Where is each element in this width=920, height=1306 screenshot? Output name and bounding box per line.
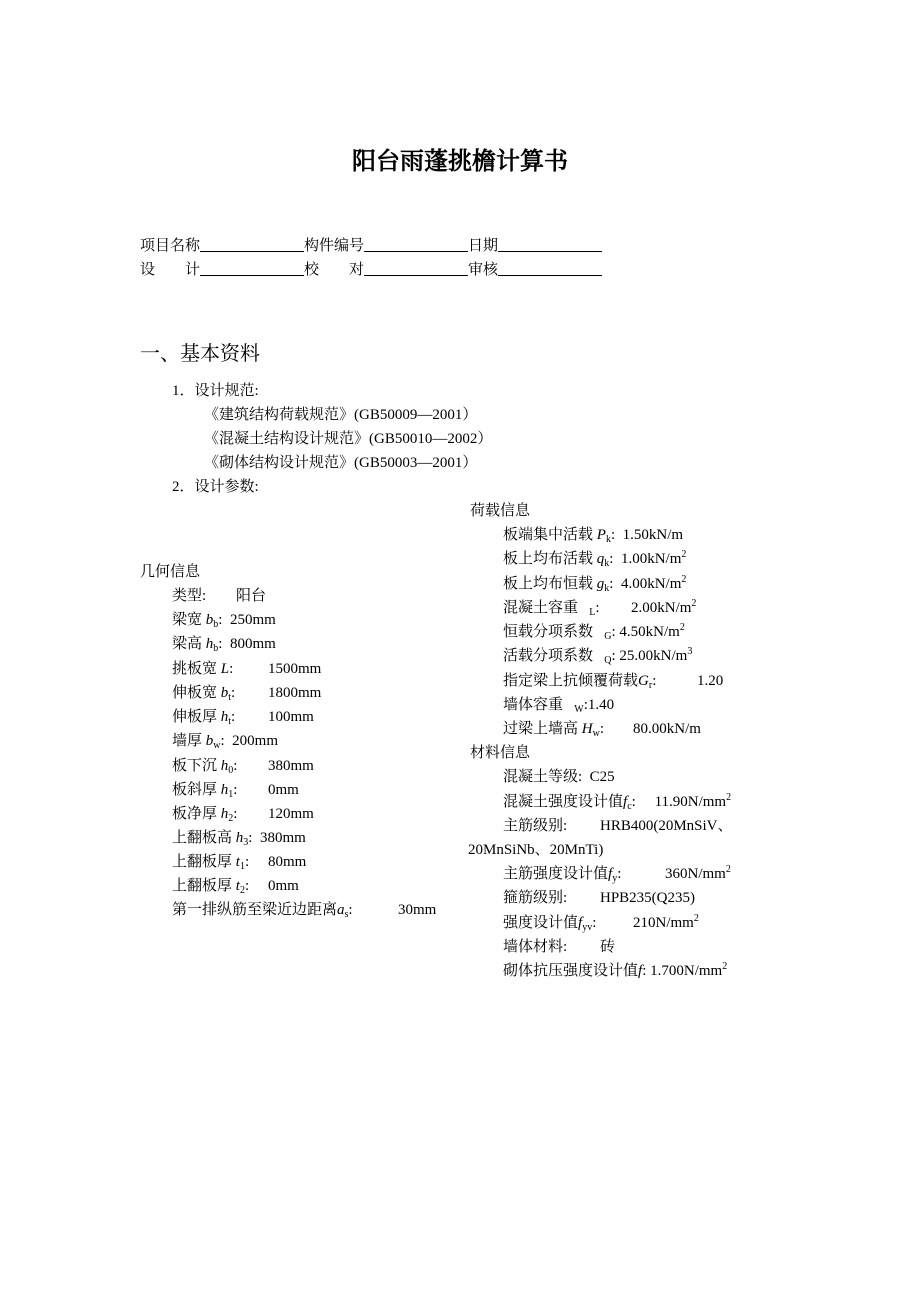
load-concrete-density: 混凝土容重 $_L$: $2.00kN/m^2$ xyxy=(503,598,697,618)
load-qk-value: 1.00kN/m xyxy=(620,551,682,567)
load-live-factor-label: 活载分项系数 xyxy=(503,648,594,664)
geo-cover-value: 30mm xyxy=(398,902,437,918)
geo-upturn-thick-2: 上翻板厚 $t_2$: 0mm xyxy=(172,878,299,896)
geo-upturn-thick-1-value: 80mm xyxy=(268,854,307,870)
geo-beam-height-label: 梁高 xyxy=(172,636,203,652)
geo-type-label: 类型: xyxy=(172,588,207,604)
geo-upturn-height-value: 380mm xyxy=(259,830,306,846)
geo-net-thick-value: 120mm xyxy=(268,806,314,822)
project-name-blank[interactable] xyxy=(200,236,304,252)
geo-ext-thick-value: 100mm xyxy=(268,709,314,725)
geo-upturn-height-label: 上翻板高 xyxy=(172,830,233,846)
load-gk-value: 4.00kN/m xyxy=(620,576,682,592)
mat-concrete-grade xyxy=(503,768,615,786)
geo-wall-thick-value: 200mm xyxy=(232,733,279,749)
geo-type-value: 阳台 xyxy=(236,588,267,604)
load-hw-value: 80.00kN/m xyxy=(633,721,701,737)
load-pk-label: 板端集中活载 xyxy=(503,527,594,543)
mat-rebar xyxy=(503,817,783,835)
geo-cover: 第一排纵筋至梁近边距离$a_s$: 30mm xyxy=(172,902,437,920)
geo-slope-thick-label: 板斜厚 xyxy=(172,782,218,798)
document-title: 阳台雨蓬挑檐计算书 xyxy=(352,147,568,175)
mat-rebar-cont: 20MnSiNb、20MnTi) xyxy=(468,842,604,858)
mat-fy-label: 主筋强度设计值 xyxy=(503,866,609,882)
check-blank[interactable] xyxy=(364,260,468,276)
design-label: 设 计 xyxy=(140,262,201,278)
review-blank[interactable] xyxy=(498,260,602,276)
mat-rebar-value: HRB400(20MnSiV、 xyxy=(600,818,733,834)
code-concrete: 《混凝土结构设计规范》(GB50010—2002） xyxy=(204,431,493,447)
mat-fy: 主筋强度设计值$f_y$: $360N/mm^2$ xyxy=(503,864,731,884)
code-load: 《建筑结构荷载规范》(GB50009—2001） xyxy=(204,407,478,423)
mat-masonry: 砌体抗压强度设计值f: $1.700N/mm^2$ xyxy=(503,961,728,979)
check-label: 校 对 xyxy=(304,262,365,278)
load-qk: 板上均布活载 $q_k$: $1.00kN/m^2$ xyxy=(503,549,687,569)
mat-wall xyxy=(503,938,763,956)
geo-net-thick: 板净厚 $h_2$: 120mm xyxy=(172,806,314,824)
load-wall-density: 墙体容重 $_W$:1.40 xyxy=(503,697,615,715)
load-live-factor-value: : 25.00kN/m xyxy=(611,648,688,664)
load-heading: 荷载信息 xyxy=(470,503,531,519)
project-name-label: 项目名称 xyxy=(140,238,201,254)
geo-upturn-thick-1: 上翻板厚 $t_1$: 80mm xyxy=(172,854,307,872)
geo-beam-height: 梁高 $h_b$: 800mm xyxy=(172,636,276,654)
mat-wall-label: 墙体材料: xyxy=(503,939,568,955)
load-gr-value: 1.20 xyxy=(697,673,724,689)
section-heading-basic: 一、基本资料 xyxy=(140,343,260,365)
geo-cantilever-width-label: 挑板宽 xyxy=(172,661,218,677)
mat-masonry-label: 砌体抗压强度设计值 xyxy=(503,963,639,979)
geometry-heading: 几何信息 xyxy=(140,564,201,580)
load-dead-factor: 恒载分项系数 $_G$: $4.50kN/m^2$ xyxy=(503,622,685,642)
geo-ext-width-value: 1800mm xyxy=(268,685,322,701)
load-gr-label: 指定梁上抗倾覆荷载 xyxy=(503,673,639,689)
mat-fyv: 强度设计值$f_{yv}$: $210N/mm^2$ xyxy=(503,913,699,933)
geo-upturn-thick-2-label: 上翻板厚 xyxy=(172,878,233,894)
load-pk: 板端集中活载 $P_k$: 1.50kN/m xyxy=(503,527,684,545)
mat-stirrup-value: HPB235(Q235) xyxy=(600,890,696,906)
mat-fy-value: 360N/mm xyxy=(665,866,726,882)
load-qk-label: 板上均布活载 xyxy=(503,551,594,567)
mat-concrete-grade-label: 混凝土等级: xyxy=(503,769,583,785)
item-design-codes: 1．设计规范: xyxy=(172,383,259,399)
mat-rebar-label: 主筋级别: xyxy=(503,818,568,834)
geo-cantilever-width: 挑板宽 L: 1500mm xyxy=(172,661,322,677)
item-design-params: 2．设计参数: xyxy=(172,479,259,495)
mat-fc-label: 混凝土强度设计值 xyxy=(503,794,624,810)
geo-beam-width-label: 梁宽 xyxy=(172,612,203,628)
date-label: 日期 xyxy=(468,238,499,254)
load-hw: 过梁上墙高 $H_w$: 80.00kN/m xyxy=(503,721,701,739)
load-wall-density-value: :1.40 xyxy=(583,697,615,713)
load-gr: 指定梁上抗倾覆荷载$G_r$: 1.20 xyxy=(503,673,724,691)
load-pk-value: 1.50kN/m xyxy=(622,527,684,543)
load-concrete-density-value: 2.00kN/m xyxy=(631,600,692,616)
geo-net-thick-label: 板净厚 xyxy=(172,806,218,822)
geo-beam-height-value: 800mm xyxy=(229,636,276,652)
load-gk-label: 板上均布恒载 xyxy=(503,576,594,592)
load-dead-factor-value: : 4.50kN/m xyxy=(611,624,680,640)
mat-concrete-grade-value: C25 xyxy=(589,769,615,785)
geo-upturn-height: 上翻板高 $h_3$: 380mm xyxy=(172,830,306,848)
geo-ext-width: 伸板宽 $b_t$: 1800mm xyxy=(172,685,322,703)
geo-beam-width-value: 250mm xyxy=(229,612,276,628)
mat-stirrup-label: 箍筋级别: xyxy=(503,890,568,906)
geo-upturn-thick-1-label: 上翻板厚 xyxy=(172,854,233,870)
mat-fc-value: 11.90N/mm xyxy=(654,794,727,810)
geo-ext-thick-label: 伸板厚 xyxy=(172,709,218,725)
geo-cantilever-width-value: 1500mm xyxy=(268,661,322,677)
load-hw-label: 过梁上墙高 xyxy=(503,721,579,737)
geo-wall-thick: 墙厚 $b_w$: 200mm xyxy=(172,733,279,751)
header-row-2 xyxy=(140,260,602,280)
mat-fyv-label: 强度设计值 xyxy=(503,915,579,931)
geo-beam-width: 梁宽 $b_b$: 250mm xyxy=(172,612,276,630)
geo-drop-value: 380mm xyxy=(268,758,314,774)
geo-cover-label: 第一排纵筋至梁近边距离 xyxy=(172,902,338,918)
geo-slope-thick-value: 0mm xyxy=(268,782,299,798)
review-label: 审核 xyxy=(468,262,499,278)
geo-ext-width-label: 伸板宽 xyxy=(172,685,218,701)
design-blank[interactable] xyxy=(200,260,304,276)
date-blank[interactable] xyxy=(498,236,602,252)
geo-wall-thick-label: 墙厚 xyxy=(172,733,203,749)
geo-drop: 板下沉 $h_0$: 380mm xyxy=(172,758,314,776)
geo-drop-label: 板下沉 xyxy=(172,758,218,774)
mat-fyv-value: 210N/mm xyxy=(633,915,694,931)
geo-ext-thick: 伸板厚 $h_t$: 100mm xyxy=(172,709,314,727)
load-wall-density-label: 墙体容重 xyxy=(503,697,564,713)
geo-upturn-thick-2-value: 0mm xyxy=(268,878,299,894)
mat-stirrup xyxy=(503,889,763,907)
mat-fc: 混凝土强度设计值$f_c$: $11.90N/mm^2$ xyxy=(503,792,732,812)
load-dead-factor-label: 恒载分项系数 xyxy=(503,624,594,640)
mat-wall-value: 砖 xyxy=(600,939,616,955)
geo-type xyxy=(172,587,372,605)
load-gk: 板上均布恒载 $g_k$: $4.00kN/m^2$ xyxy=(503,574,687,594)
code-masonry: 《砌体结构设计规范》(GB50003—2001） xyxy=(204,455,478,471)
component-no-label: 构件编号 xyxy=(304,238,365,254)
header-row-1 xyxy=(140,236,602,256)
component-no-blank[interactable] xyxy=(364,236,468,252)
geo-slope-thick: 板斜厚 $h_1$: 0mm xyxy=(172,782,299,800)
load-concrete-density-label: 混凝土容重 xyxy=(503,600,579,616)
mat-masonry-value: 1.700N/mm xyxy=(650,963,723,979)
load-live-factor: 活载分项系数 $_Q$: $25.00kN/m^3$ xyxy=(503,646,693,666)
material-heading: 材料信息 xyxy=(470,745,531,761)
